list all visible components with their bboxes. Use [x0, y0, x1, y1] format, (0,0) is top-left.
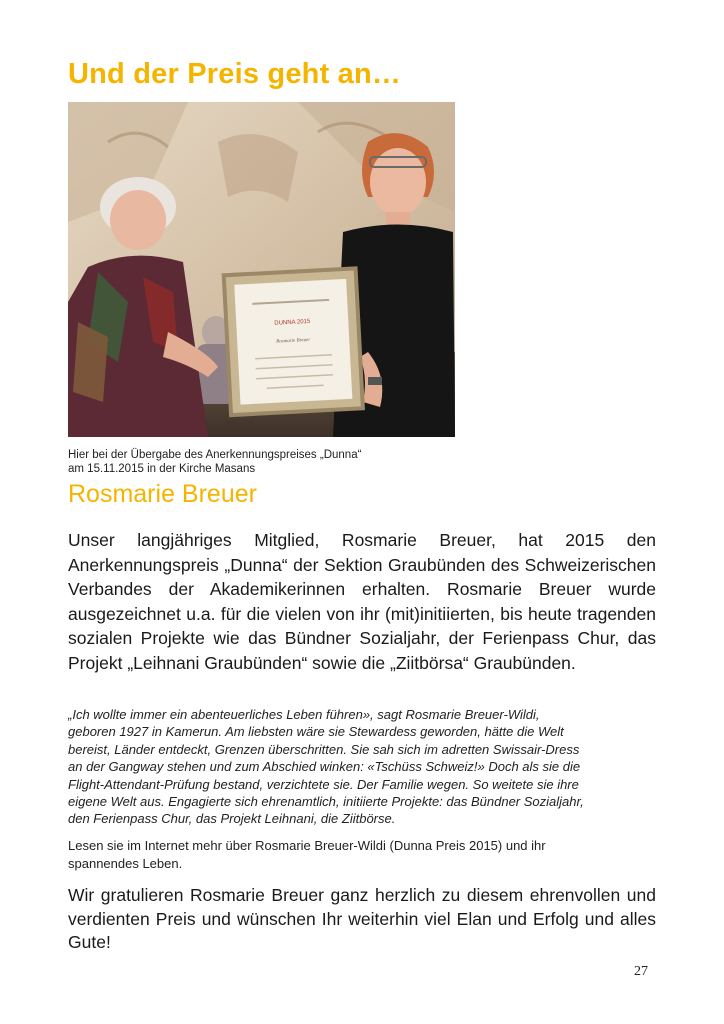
congratulations-paragraph: Wir gratulieren Rosmarie Breuer ganz herzlich zu diesem ehrenvollen und verdienten Preis und wünschen Ihr weiterhin viel Elan und Erfolg und alles Gute! — [68, 885, 656, 952]
quote-line: geboren 1927 in Kamerun. Am liebsten wäre sie Stewardess geworden, hätte die Welt — [68, 724, 564, 740]
quote-line: den Ferienpass Chur, das Projekt Leihnani, die Ziitbörse. — [68, 811, 396, 827]
read-more-paragraph — [68, 837, 660, 873]
certificate-name: Rosmarie Breuer — [276, 337, 311, 345]
page-number: 27 — [634, 964, 648, 979]
photo-caption — [68, 448, 508, 476]
award-photo-illustration — [68, 102, 455, 437]
main-paragraph: Unser langjähriges Mitglied, Rosmarie Breuer, hat 2015 den Anerkennungspreis „Dunna“ der Sektion Graubünden des Schweizerischen Verbandes der Akademikerinnen erhalten. Rosmarie Breuer wurde ausgezeichnet u.a. für die vielen von ihr (mit)initiierten, bis heute tragenden sozialen Projekte wie das Bündner Sozialjahr, der Ferienpass Chur, das Projekt „Leihnani Graubünden“ sowie die „Ziitbörsa“ Graubünden. — [68, 530, 656, 673]
read-more-line: spannendes Leben. — [68, 856, 183, 871]
quote-line: eigene Welt aus. Engagierte sich ehrenamtlich, initiierte Projekte: das Bündner Sozialjahr, — [68, 794, 584, 810]
read-more-line: Lesen sie im Internet mehr über Rosmarie Breuer-Wildi (Dunna Preis 2015) und ihr — [68, 838, 546, 853]
award-photo — [68, 102, 455, 437]
caption-line: Hier bei der Übergabe des Anerkennungspreises „Dunna“ — [68, 449, 362, 461]
quote-line: „Ich wollte immer ein abenteuerliches Leben führen», sagt Rosmarie Breuer-Wildi, — [68, 707, 540, 722]
caption-line: am 15.11.2015 in der Kirche Masans — [68, 463, 256, 475]
quote-line: an der Gangway stehen und zum Abschied winken: «Tschüss Schweiz!» Doch als sie die — [68, 759, 581, 775]
quote-block — [68, 706, 660, 828]
section-subtitle: Rosmarie Breuer — [68, 480, 257, 508]
page-title: Und der Preis geht an… — [68, 58, 402, 90]
quote-line: Flight-Attendant-Prüfung bestand, verzichtete sie. Der Familie wegen. So weitete sie ihre — [68, 776, 579, 792]
certificate-heading: DUNNA 2015 — [274, 318, 311, 327]
quote-line: bereist, Länder entdeckt, Grenzen überschritten. Sie sah sich im adretten Swissair-Dress — [68, 741, 580, 757]
